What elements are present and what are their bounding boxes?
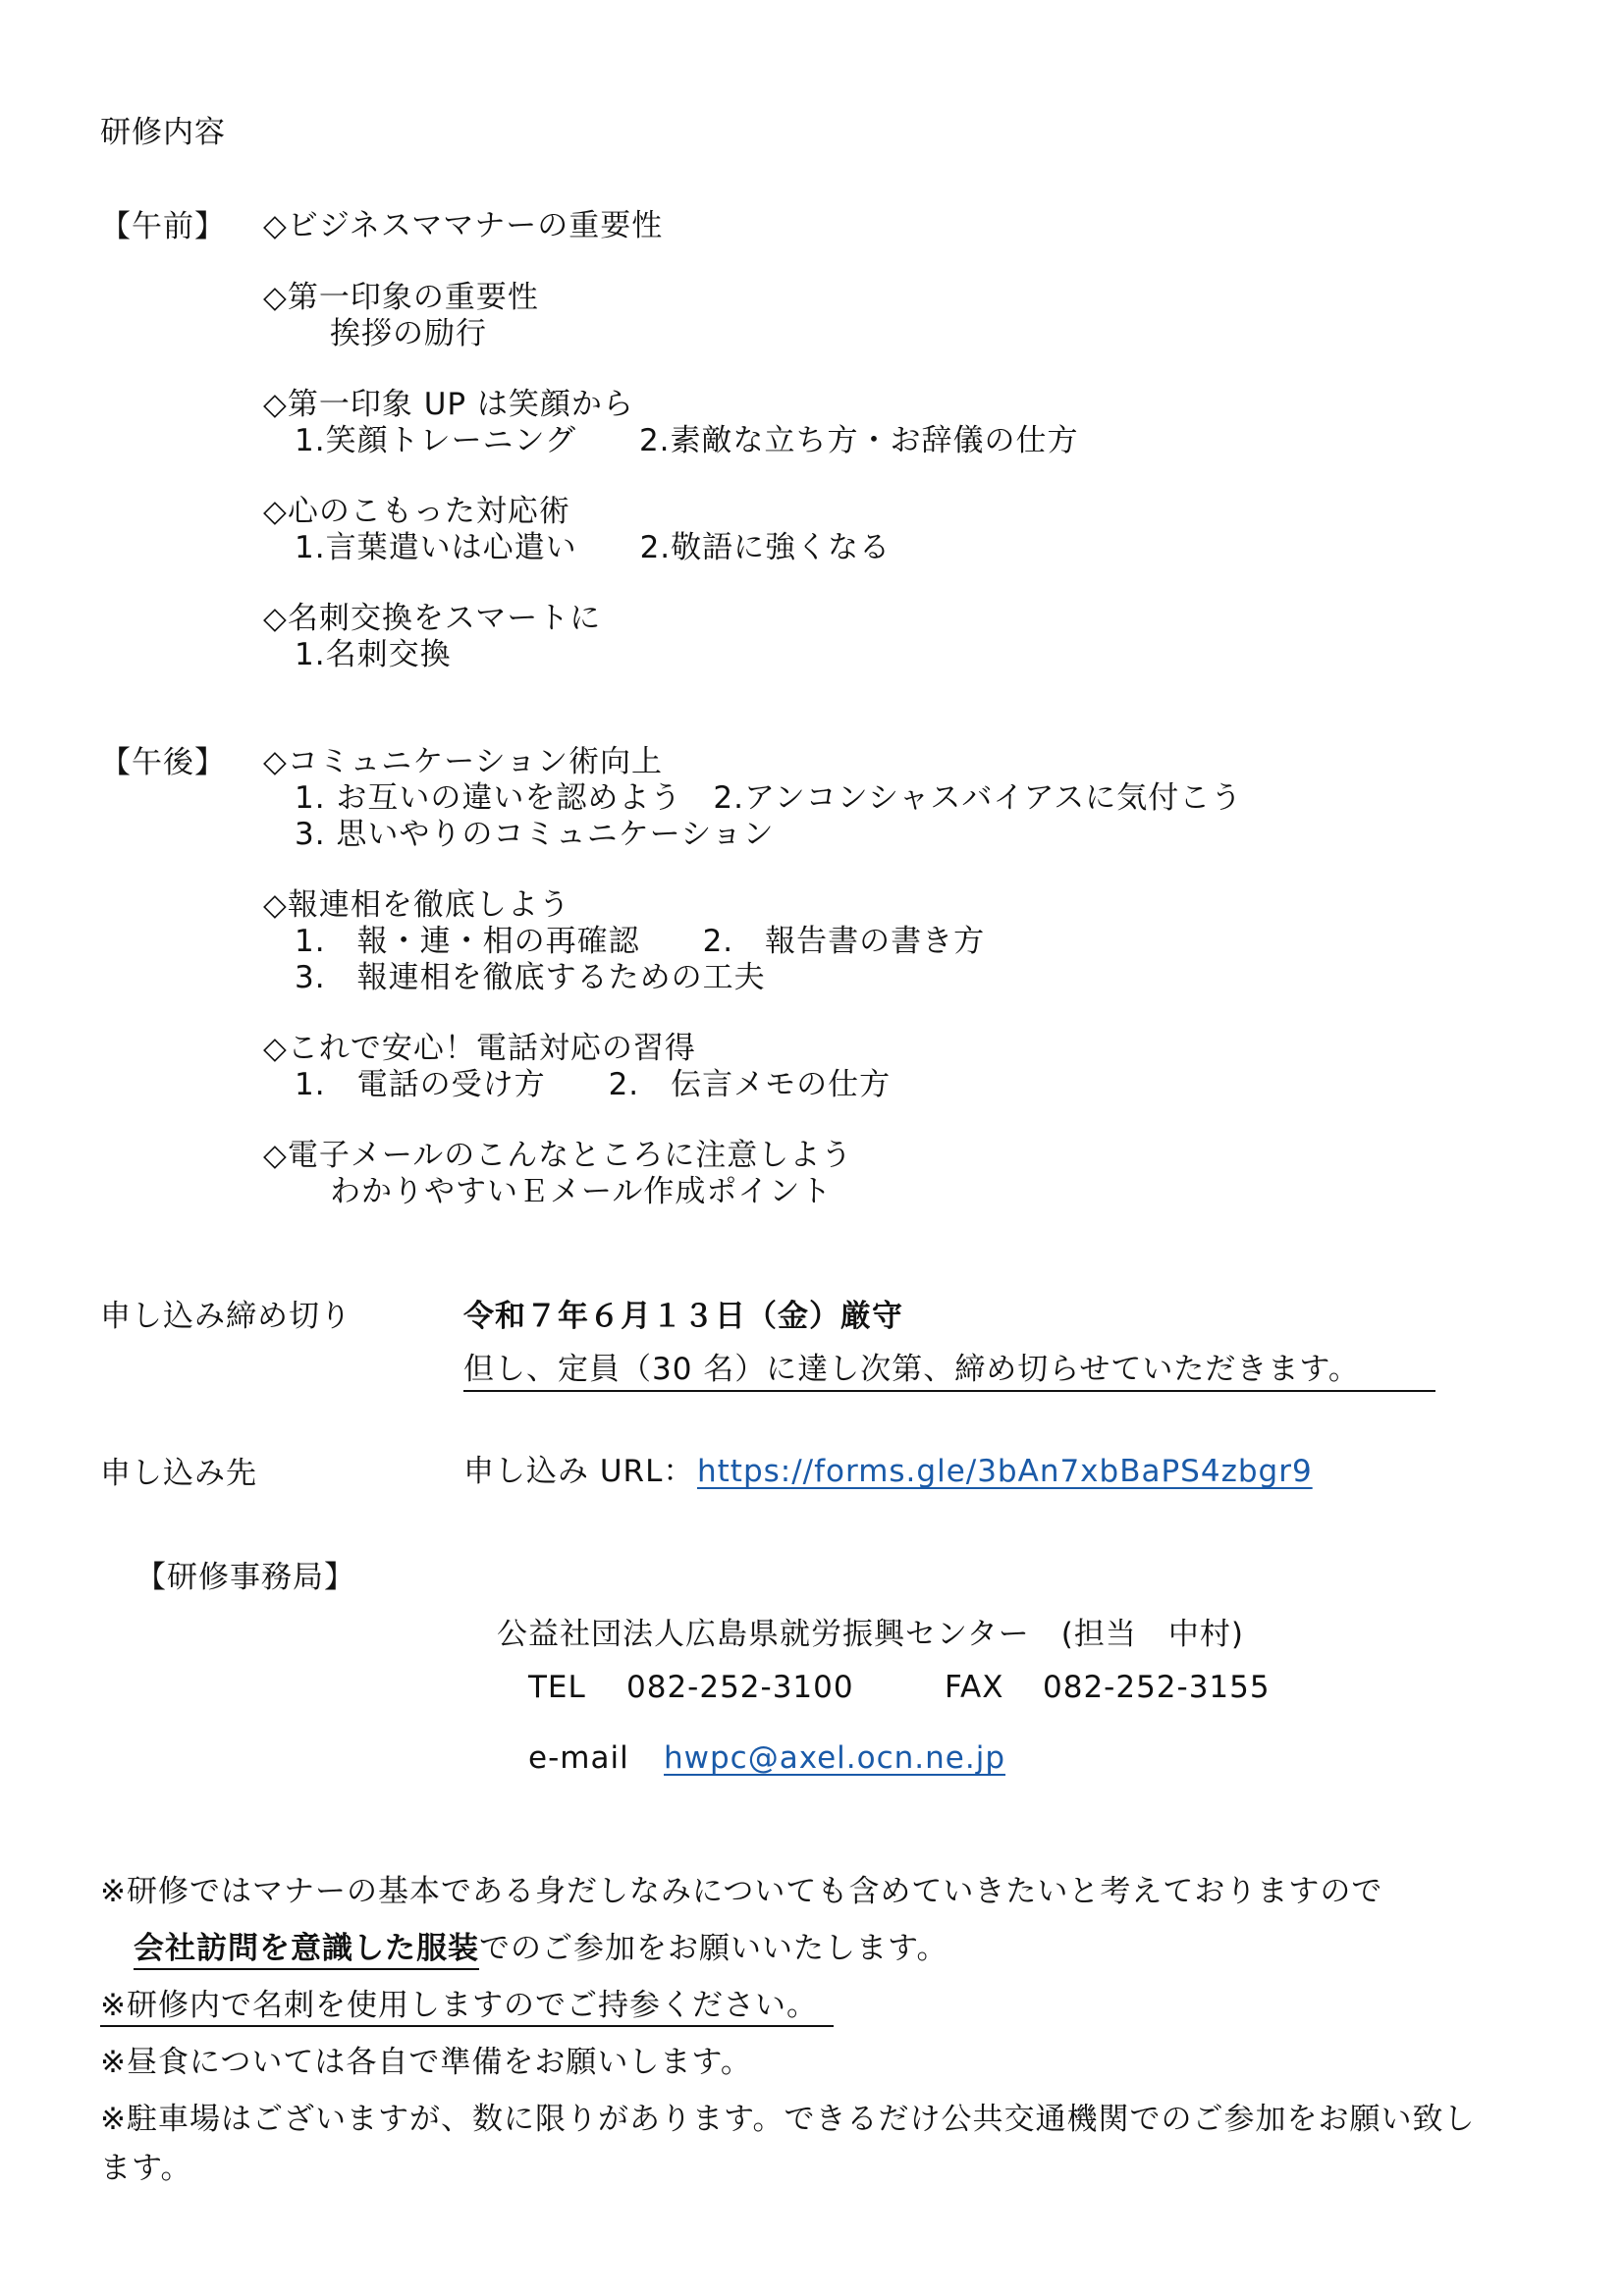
- morning-item-line: 1.名刺交換: [295, 637, 452, 672]
- office-email-link[interactable]: hwpc@axel.ocn.ne.jp: [664, 1740, 1006, 1776]
- office-fax-value: 082-252-3155: [1043, 1670, 1271, 1705]
- note-attire-cont: [134, 1930, 948, 1967]
- note-lunch: ※昼食については各自で準備をお願いします。: [100, 2045, 752, 2080]
- deadline-note: [463, 1351, 1435, 1392]
- note-business-card-text: ※研修内で名刺を使用しますのでご持参ください。: [100, 1988, 834, 2027]
- morning-item-title: ◇名刺交換をスマートに: [263, 601, 602, 636]
- morning-item-title: ◇ビジネスママナーの重要性: [263, 208, 664, 243]
- afternoon-item-line: 1. お互いの違いを認めよう 2.アンコンシャスバイアスに気付こう: [295, 780, 1243, 816]
- morning-item-title: ◇第一印象の重要性: [263, 280, 539, 315]
- afternoon-item-line: わかりやすいＥメール作成ポイント: [330, 1174, 833, 1209]
- note-attire-emphasis: 会社訪問を意識した服装: [134, 1931, 479, 1970]
- morning-item-line: 1.笑顔トレーニング 2.素敵な立ち方・お辞儀の仕方: [295, 423, 1079, 458]
- deadline-note-text: 但し、定員（30 名）に達し次第、締め切らせていただきます。: [463, 1352, 1360, 1387]
- office-email-label: e-mail: [528, 1740, 629, 1776]
- office-tel-value: 082-252-3100: [626, 1670, 854, 1705]
- apply-url-link[interactable]: https://forms.gle/3bAn7xbBaPS4zbgr9: [697, 1454, 1313, 1489]
- afternoon-item-line: 3. 報連相を徹底するための工夫: [295, 960, 766, 995]
- afternoon-label: 【午後】: [100, 745, 226, 780]
- afternoon-item-title: ◇これで安心！電話対応の習得: [263, 1031, 696, 1066]
- note-parking-cont: ます。: [100, 2151, 192, 2186]
- afternoon-item-title: ◇報連相を徹底しよう: [263, 887, 570, 923]
- apply-label: 申し込み先: [100, 1456, 257, 1491]
- morning-item-line: 1.言葉遣いは心遣い 2.敬語に強くなる: [295, 530, 892, 565]
- afternoon-item-title: ◇電子メールのこんなところに注意しよう: [263, 1138, 853, 1173]
- morning-item-title: ◇第一印象 UP は笑顔から: [263, 387, 634, 422]
- note-attire-rest: でのご参加をお願いいたします。: [479, 1931, 948, 1966]
- morning-item-title: ◇心のこもった対応術: [263, 494, 570, 529]
- office-label: 【研修事務局】: [135, 1560, 355, 1595]
- morning-label: 【午前】: [100, 209, 226, 244]
- afternoon-item-title: ◇コミュニケーション術向上: [263, 744, 663, 779]
- afternoon-item-line: 1. 報・連・相の再確認 2. 報告書の書き方: [295, 924, 986, 959]
- afternoon-item-line: 1. 電話の受け方 2. 伝言メモの仕方: [295, 1067, 892, 1102]
- deadline-label: 申し込み締め切り: [100, 1299, 352, 1334]
- office-tel-label: TEL: [528, 1670, 586, 1705]
- morning-item-line: 挨拶の励行: [330, 316, 487, 351]
- page-heading: 研修内容: [100, 115, 226, 150]
- deadline-date: 令和７年６月１３日（金）厳守: [463, 1299, 903, 1334]
- office-fax-label: FAX: [945, 1670, 1004, 1705]
- note-business-card: [100, 1987, 834, 2024]
- note-parking: ※駐車場はございますが、数に限りがあります。できるだけ公共交通機関でのご参加をお願い致し: [100, 2102, 1476, 2137]
- note-attire: ※研修ではマナーの基本である身だしなみについても含めていきたいと考えておりますので: [100, 1874, 1383, 1909]
- afternoon-item-line: 3. 思いやりのコミュニケーション: [295, 817, 775, 852]
- apply-url-label: 申し込み URL：: [463, 1454, 695, 1489]
- office-name: 公益社団法人広島県就労振興センター (担当 中村): [497, 1617, 1244, 1652]
